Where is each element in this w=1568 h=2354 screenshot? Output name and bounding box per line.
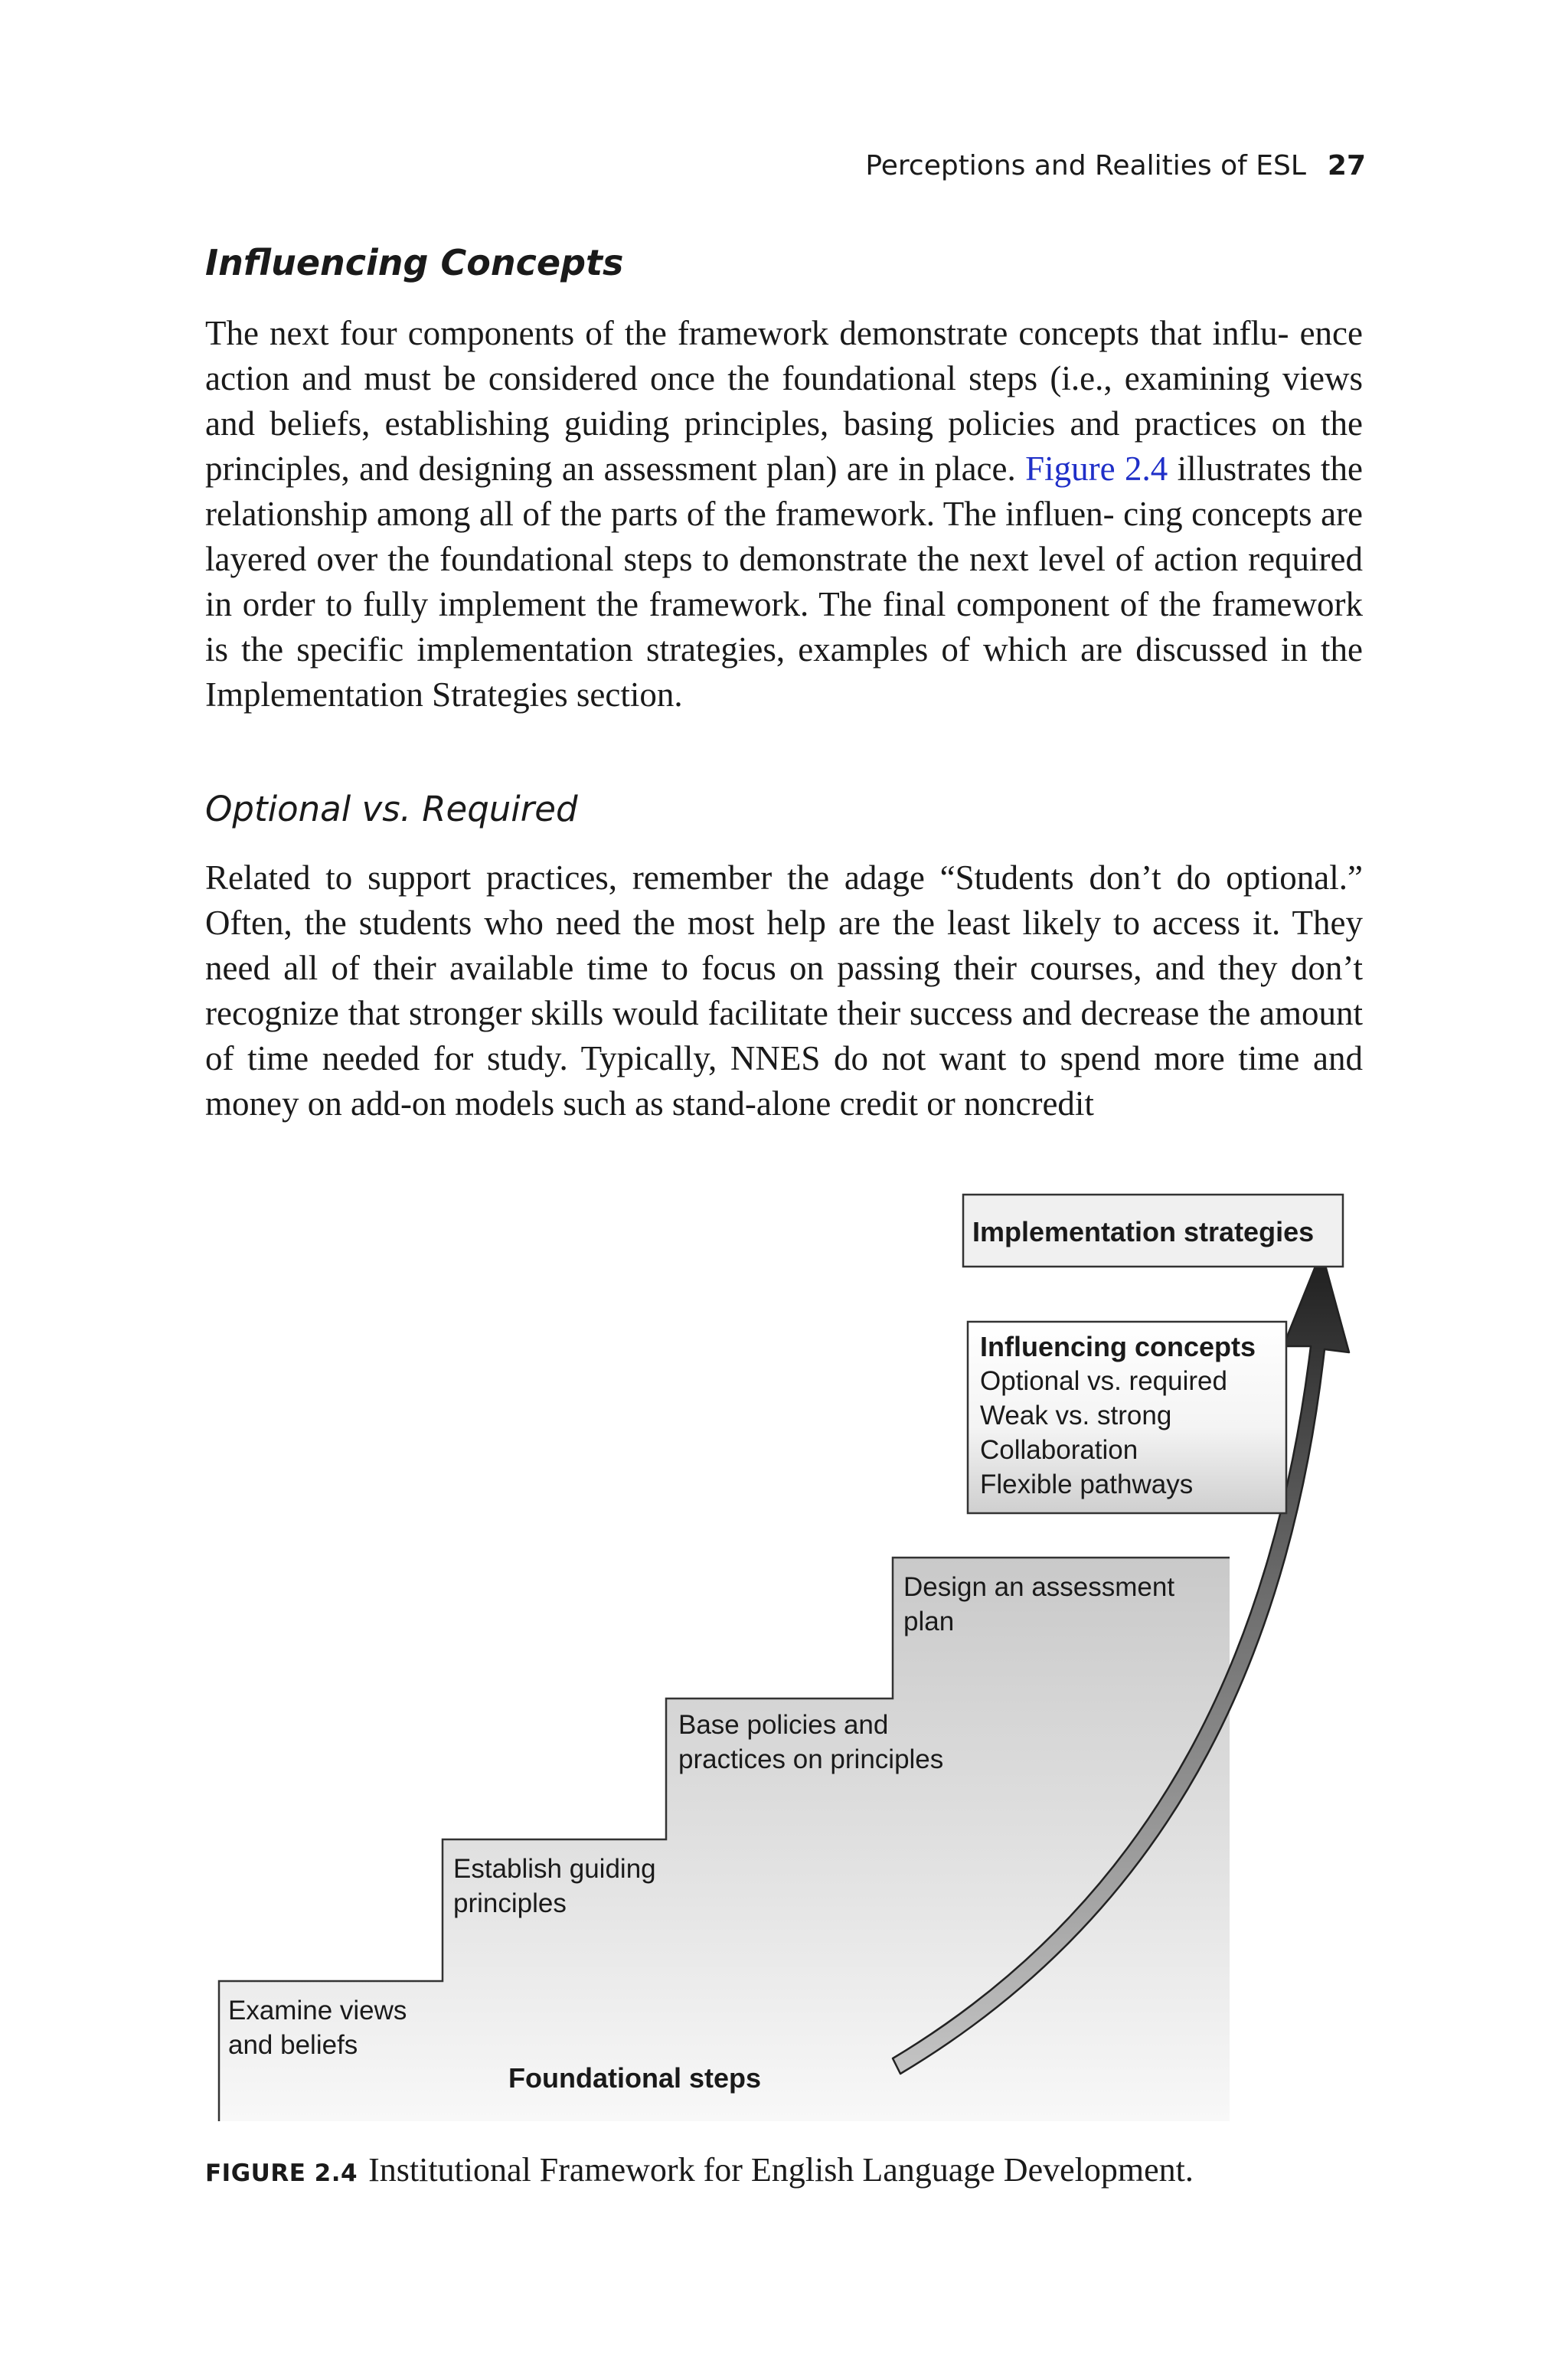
paragraph-influencing-concepts: The next four components of the framework demonstrate concepts that influ- ence action and must be considered once the foundational steps (i.e., examining views and beliefs, establishing guiding principles, basing policies and practices on the principles, and designing an assessment plan) are in place. Figure 2.4 illustrates the relationship among all of the parts of the framework. The influen- cing concepts are layered over the foundational steps to demonstrate the next level of action required in order to fully implement the framework. The final component of the framework is the specific implementation strategies, examples of which are discussed in the Implementation Strategies section. bbox=[205, 314, 1364, 714]
step-1-line-1: Examine views bbox=[228, 1996, 407, 2025]
step-2-line-1: Establish guiding bbox=[453, 1854, 656, 1884]
step-2-line-2: principles bbox=[453, 1888, 567, 1918]
running-title: Perceptions and Realities of ESL bbox=[865, 150, 1306, 181]
influencing-item-collaboration: Collaboration bbox=[980, 1435, 1138, 1465]
influencing-concepts-title: Influencing concepts bbox=[980, 1331, 1256, 1362]
step-3-line-2: practices on principles bbox=[678, 1744, 944, 1774]
section-heading-influencing-concepts: Influencing Concepts bbox=[205, 242, 624, 283]
step-3-line-1: Base policies and bbox=[678, 1710, 889, 1740]
section-heading-optional-vs-required: Optional vs. Required bbox=[205, 789, 578, 829]
influencing-item-flexible: Flexible pathways bbox=[980, 1470, 1194, 1499]
figure-link[interactable]: Figure 2.4 bbox=[1025, 450, 1168, 488]
staircase-shape bbox=[219, 1558, 1230, 2121]
influencing-item-weak-strong: Weak vs. strong bbox=[980, 1401, 1172, 1430]
figure-caption-text: Institutional Framework for English Language Development. bbox=[368, 2151, 1194, 2189]
paragraph-optional-vs-required: Related to support practices, remember the adage “Students don’t do optional.” Often, the students who need the most help are the least likely to access it. They need all of their available time to focus on passing their courses, and they don’t recognize that stronger skills would facilitate their success and decrease the amount of time needed for study. Typically, NNES do not want to spend more time and money on add-on models such as stand-alone credit or noncredit bbox=[205, 858, 1364, 1123]
step-4-line-1: Design an assessment bbox=[903, 1572, 1175, 1602]
figure-caption-label: FIGURE 2.4 bbox=[205, 2159, 358, 2187]
page-number: 27 bbox=[1327, 150, 1366, 181]
implementation-strategies-label: Implementation strategies bbox=[972, 1216, 1315, 1247]
step-1-line-2: and beliefs bbox=[228, 2030, 358, 2060]
foundational-steps-label: Foundational steps bbox=[508, 2062, 762, 2094]
step-4-line-2: plan bbox=[903, 1607, 955, 1636]
influencing-item-optional: Optional vs. required bbox=[980, 1366, 1227, 1396]
figure-caption bbox=[205, 2150, 1194, 2189]
